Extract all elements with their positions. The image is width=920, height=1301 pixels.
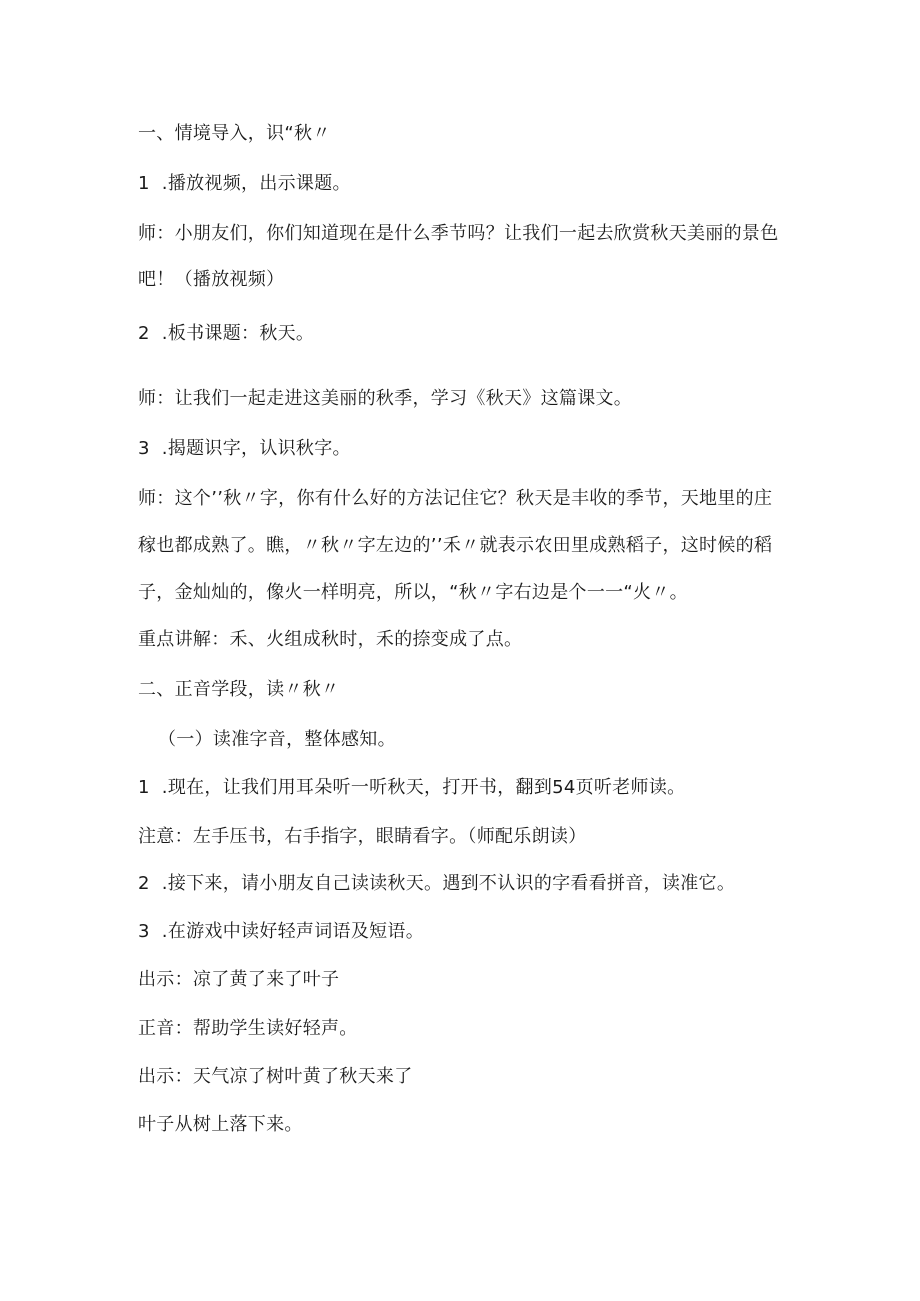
- show-phrases-line: 出示：天气凉了树叶黄了秋天来了: [138, 1066, 413, 1087]
- note-reading-posture: 注意：左手压书，右手指字，眼睛看字。（师配乐朗读）: [138, 826, 587, 847]
- heading-section-two: 二、正音学段，读〃秋〃: [138, 679, 340, 700]
- teacher-line-character-2: 稼也都成熟了。瞧，〃秋〃字左边的’’禾〃就表示农田里成熟稻子，这时候的稻: [138, 535, 773, 556]
- pronunciation-note: 正音：帮助学生读好轻声。: [138, 1018, 358, 1039]
- step-game-reading: 3 .在游戏中读好轻声词语及短语。: [138, 921, 425, 942]
- step-self-read: 2 .接下来，请小朋友自己读读秋天。遇到不认识的字看看拼音，读准它。: [138, 873, 736, 894]
- teacher-line-character-1: 师：这个’’秋〃字，你有什么好的方法记住它？秋天是丰收的季节，天地里的庄: [138, 488, 773, 509]
- teacher-line-seasons-cont: 吧！（播放视频）: [138, 269, 285, 290]
- key-point-line: 重点讲解：禾、火组成秋时，禾的捺变成了点。: [138, 629, 523, 650]
- subheading-read-pronunciation: （一）读准字音，整体感知。: [158, 729, 396, 750]
- heading-section-one: 一、情境导入，识“秋〃: [138, 123, 331, 144]
- teacher-line-character-3: 子，金灿灿的，像火一样明亮，所以，“秋〃字右边是个一一“火〃。: [138, 582, 688, 603]
- teacher-line-enter-autumn: 师：让我们一起走进这美丽的秋季，学习《秋天》这篇课文。: [138, 388, 633, 409]
- step-listen-teacher: 1 .现在，让我们用耳朵听一听秋天，打开书，翻到54页听老师读。: [138, 777, 686, 798]
- step-play-video: 1 .播放视频，出示课题。: [138, 173, 351, 194]
- step-identify-character: 3 .揭题识字，认识秋字。: [138, 438, 351, 459]
- teacher-line-seasons: 师：小朋友们，你们知道现在是什么季节吗？让我们一起去欣赏秋天美丽的景色: [138, 223, 779, 244]
- phrase-leaves-falling: 叶子从树上落下来。: [138, 1114, 303, 1135]
- show-words-line: 出示：凉了黄了来了叶子: [138, 969, 340, 990]
- step-board-title: 2 .板书课题：秋天。: [138, 323, 315, 344]
